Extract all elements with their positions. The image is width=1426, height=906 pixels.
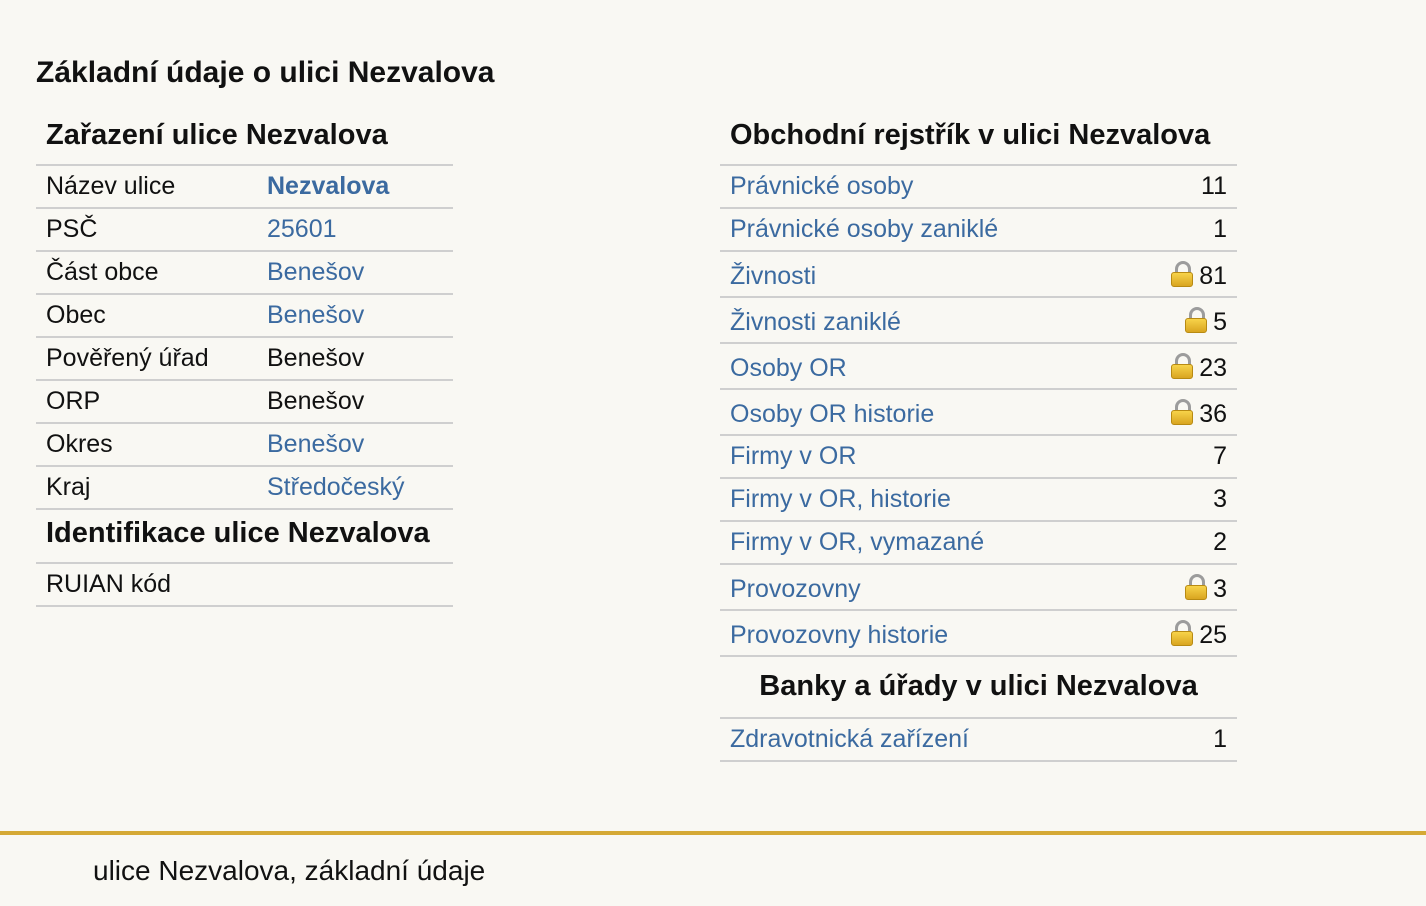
table-row-persons-or-history — [720, 390, 1237, 436]
street-name-label: Název ulice — [46, 172, 176, 200]
table-row-companies-or — [720, 436, 1237, 479]
registry-heading: Obchodní rejstřík v ulici Nezvalova — [720, 112, 1237, 166]
table-row-town-part — [36, 252, 453, 295]
trades-defunct-count: 5 — [1213, 307, 1227, 336]
municipality-label: Obec — [46, 301, 106, 329]
persons-or-count: 23 — [1199, 353, 1227, 382]
street-name-link[interactable]: Nezvalova — [267, 172, 390, 200]
legal-entities-count: 11 — [1201, 172, 1227, 200]
premises-history-count: 25 — [1199, 620, 1227, 649]
trades-count: 81 — [1199, 261, 1227, 290]
health-facilities-link[interactable]: Zdravotnická zařízení — [730, 725, 969, 753]
health-facilities-count: 1 — [1213, 725, 1227, 753]
table-row-ruian — [36, 564, 453, 607]
premises-link[interactable]: Provozovny — [730, 574, 861, 603]
table-row-district — [36, 424, 453, 467]
companies-or-history-link[interactable]: Firmy v OR, historie — [730, 485, 951, 513]
district-label: Okres — [46, 430, 113, 458]
banks-heading: Banky a úřady v ulici Nezvalova — [720, 657, 1237, 719]
table-row-health-facilities — [720, 719, 1237, 762]
persons-or-link[interactable]: Osoby OR — [730, 353, 847, 382]
identification-heading: Identifikace ulice Nezvalova — [36, 510, 453, 564]
postal-code-link[interactable]: 25601 — [267, 215, 337, 243]
footer — [0, 831, 1426, 906]
legal-entities-link[interactable]: Právnické osoby — [730, 172, 914, 200]
authorized-office-value: Benešov — [267, 344, 365, 372]
persons-or-history-link[interactable]: Osoby OR historie — [730, 399, 935, 428]
orp-value: Benešov — [267, 387, 365, 415]
companies-or-deleted-count: 2 — [1213, 528, 1227, 556]
lock-icon[interactable] — [1171, 353, 1193, 379]
table-row-street-name — [36, 166, 453, 209]
table-row-companies-or-history — [720, 479, 1237, 522]
table-row-municipality — [36, 295, 453, 338]
lock-icon[interactable] — [1185, 307, 1207, 333]
table-row-legal-entities — [720, 166, 1237, 209]
orp-label: ORP — [46, 387, 101, 415]
persons-or-history-count: 36 — [1199, 399, 1227, 428]
companies-or-history-count: 3 — [1213, 485, 1227, 513]
registry-column — [720, 112, 1237, 762]
lock-icon[interactable] — [1185, 574, 1207, 600]
table-row-authorized-office — [36, 338, 453, 381]
table-row-postal-code — [36, 209, 453, 252]
trades-link[interactable]: Živnosti — [730, 261, 817, 290]
authorized-office-label: Pověřený úřad — [46, 344, 209, 372]
lock-icon[interactable] — [1171, 399, 1193, 425]
table-row-trades — [720, 252, 1237, 298]
legal-entities-defunct-link[interactable]: Právnické osoby zaniklé — [730, 215, 999, 243]
region-link[interactable]: Středočeský — [267, 473, 405, 501]
postal-code-label: PSČ — [46, 215, 98, 243]
district-link[interactable]: Benešov — [267, 430, 365, 458]
table-row-companies-or-deleted — [720, 522, 1237, 565]
lock-icon[interactable] — [1171, 620, 1193, 646]
table-row-orp — [36, 381, 453, 424]
town-part-link[interactable]: Benešov — [267, 258, 365, 286]
legal-entities-defunct-count: 1 — [1213, 215, 1227, 243]
footer-text: ulice Nezvalova, základní údaje — [93, 855, 486, 886]
companies-or-count: 7 — [1213, 442, 1227, 470]
premises-count: 3 — [1213, 574, 1227, 603]
town-part-label: Část obce — [46, 258, 159, 286]
premises-history-link[interactable]: Provozovny historie — [730, 620, 949, 649]
table-row-persons-or — [720, 344, 1237, 390]
companies-or-deleted-link[interactable]: Firmy v OR, vymazané — [730, 528, 985, 556]
ruian-label: RUIAN kód — [46, 570, 172, 598]
table-row-region — [36, 467, 453, 510]
table-row-legal-entities-defunct — [720, 209, 1237, 252]
page-title: Základní údaje o ulici Nezvalova — [36, 56, 495, 89]
lock-icon[interactable] — [1171, 261, 1193, 287]
companies-or-link[interactable]: Firmy v OR — [730, 442, 857, 470]
street-info-column — [36, 112, 453, 607]
table-row-trades-defunct — [720, 298, 1237, 344]
table-row-premises — [720, 565, 1237, 611]
region-label: Kraj — [46, 473, 91, 501]
trades-defunct-link[interactable]: Živnosti zaniklé — [730, 307, 901, 336]
municipality-link[interactable]: Benešov — [267, 301, 365, 329]
table-row-premises-history — [720, 611, 1237, 657]
classification-heading: Zařazení ulice Nezvalova — [36, 112, 453, 166]
